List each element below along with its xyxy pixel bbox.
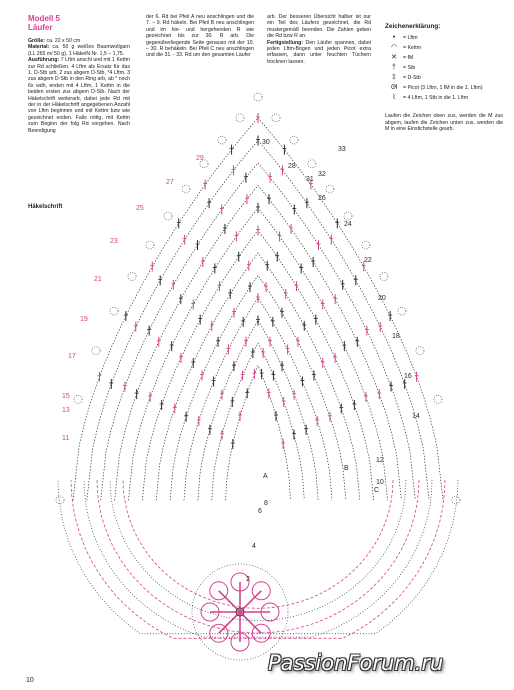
chain-row — [170, 276, 346, 501]
scallop — [326, 185, 334, 193]
legend-item-label: = Lftm — [403, 35, 418, 42]
row-label: 12 — [376, 457, 384, 464]
legend-item-label: = Picot (3 Lftm, 1 fM in die 1. Lftm) — [403, 85, 483, 92]
chain-row — [142, 231, 373, 501]
row-label: 20 — [378, 295, 386, 302]
chain-row — [212, 343, 304, 500]
row-label: 30 — [262, 139, 270, 146]
scallop — [380, 272, 388, 280]
execution-continued: der 6. Rd bei Pfeil A neu anschlingen und die 7. – 9. Rd häkeln. Bei Pfeil B neu anschlingen und im hin- und hergehenden R wie gezeichnet bis zur 30. R arb. Die gegenüberliegende Seite genauso mit der 10. – 30. R behäkeln. Bei Pfeil C neu anschlingen und die 31. - 33. Rd um den gesamten Läufer — [146, 14, 254, 59]
scallop — [254, 93, 262, 101]
row-label: 32 — [318, 171, 326, 178]
row-label: 29 — [196, 155, 204, 162]
scallop — [452, 496, 460, 504]
chain-row — [226, 366, 291, 501]
row-label: 31 — [306, 176, 314, 183]
scallop — [344, 212, 352, 220]
scallop — [56, 496, 64, 504]
lower-band — [58, 480, 458, 634]
row-label: 19 — [80, 316, 88, 323]
scallop — [146, 241, 154, 249]
picot-icon: ᘛ — [391, 84, 397, 92]
rosette-petal — [240, 591, 261, 612]
chain-stitch-loop-icon: ⌇ — [392, 94, 396, 102]
scallop — [434, 395, 442, 403]
row-label: 13 — [62, 407, 70, 414]
chart-heading: Häkelschrift — [28, 204, 63, 210]
scallop — [128, 272, 136, 280]
chain-row — [184, 298, 332, 500]
execution-continued-2: arb. Der besseren Übersicht halber ist nur ein Teil des Läufers gezeichnet, die Rd mustergemäß beenden. Die Zahlen geben die Rd bzw R an. — [267, 14, 371, 40]
watermark: PassionForum.ru — [268, 651, 444, 675]
scallop — [416, 347, 424, 355]
scallop — [218, 136, 226, 144]
rosette-petal — [219, 612, 240, 633]
scallop — [92, 347, 100, 355]
scallop — [272, 114, 280, 122]
legend-note: Laufen die Zeichen oben zus, werden die M zus abgem, laufen die Zeichen unten zus, werden die M in eine Einstichstelle gearb. — [385, 113, 503, 133]
lower-band — [97, 480, 419, 633]
rosette-petal — [219, 591, 240, 612]
row-label: 22 — [364, 257, 372, 264]
execution-text: 7 Lftm anschl und mit 1 Kettm zur Rd schließen. 4 Lftm als Ersatz für das 1. D-Stb arb, 2 zus abgem D-Stb, *4 Lftm, 3 zus abgem D-Stb in den Ring arb, ab * noch 6x wdh, enden mit 4 Lftm, 1 Kettm in die beiden ersten zus abgem D-Stb. Nach der Häkelschrift weiterarb, dabei jede Rd mit der in der Häkelschrift angegebenen Anzahl von Lftm beginnen und mit Kettm bzw wie gezeichnet enden. Falls nötig, mit Kettm zum Beginn der folg Rd vorgehen. Nach Beendigung — [28, 57, 130, 134]
double-crochet-icon: † — [392, 64, 396, 72]
chain-icon: • — [392, 34, 396, 42]
row-label: 10 — [376, 479, 384, 486]
row-label: 27 — [166, 179, 174, 186]
legend-item-label: = D-Stb — [403, 75, 421, 82]
row-label: 33 — [338, 146, 346, 153]
lower-band — [84, 480, 432, 637]
finishing-label: Fertigstellung: — [267, 39, 304, 46]
marker-c: C — [374, 487, 380, 494]
model-subtitle: Läufer — [28, 23, 53, 32]
legend-item-label: = fM — [403, 55, 414, 62]
row-label: 26 — [318, 195, 326, 202]
slip-stitch-icon: ◠ — [390, 44, 398, 52]
scallop — [164, 212, 172, 220]
marker-b: B — [344, 465, 349, 472]
scallop — [362, 241, 370, 249]
scallop — [182, 185, 190, 193]
single-crochet-icon: ✕ — [391, 54, 397, 62]
scallop — [110, 307, 118, 315]
material-text: ca. 50 g weißes Baumwollgarn (LL 265 m/ 50 g), 1 HäkelN Nr. 1,5 – 1,75. — [28, 44, 130, 57]
chain-row — [198, 321, 318, 501]
ring-number: 4 — [252, 543, 256, 550]
page-number: 10 — [26, 677, 34, 684]
row-label: 28 — [288, 163, 296, 170]
size-label: Größe: — [28, 38, 46, 44]
treble-crochet-icon: ‡ — [392, 74, 396, 82]
ring-number: 2 — [246, 576, 250, 583]
row-label: 21 — [94, 276, 102, 283]
rosette-petal — [240, 612, 261, 633]
model-title: Modell 5 — [28, 14, 61, 23]
row-label: 25 — [136, 205, 144, 212]
chain-row — [73, 118, 443, 500]
size-text: ca. 22 x 50 cm — [46, 38, 81, 44]
row-label: 15 — [62, 393, 70, 400]
legend-item-label: = Stb — [403, 65, 416, 72]
scallop — [398, 307, 406, 315]
legend-item-label: = Kettm — [403, 45, 422, 52]
legend-item-label: = 4 Lftm, 1 Stb in die 1. Lftm — [403, 95, 469, 102]
marker-a: A — [263, 473, 268, 480]
center-rosette — [192, 564, 288, 660]
row-label: 24 — [344, 221, 352, 228]
row-label: 17 — [68, 353, 76, 360]
scallop — [236, 114, 244, 122]
scallop — [290, 136, 298, 144]
row-label: 14 — [412, 413, 420, 420]
diagram-arcs — [56, 93, 460, 638]
lower-band — [123, 480, 393, 608]
chain-row — [156, 253, 359, 500]
material-label: Material: — [28, 44, 50, 51]
row-label: 18 — [392, 333, 400, 340]
chain-row — [101, 163, 416, 500]
ring-number: 8 — [264, 500, 268, 507]
finishing-text: Den Läufer spannen, dabei jeden Lftm-Bogen und jeden Picot extra erfassen, dann unter feuchten Tüchern trocknen lassen. — [267, 39, 371, 65]
scallop — [308, 160, 316, 168]
ring-number: 6 — [258, 508, 262, 515]
execution-label: Ausführung: — [28, 57, 60, 64]
legend-title: Zeichenerklärung: — [385, 23, 441, 30]
row-label: 23 — [110, 238, 118, 245]
row-label: 16 — [404, 373, 412, 380]
lower-band — [71, 480, 445, 638]
chain-row — [129, 208, 388, 500]
row-label: 11 — [62, 435, 70, 442]
scallop — [74, 395, 82, 403]
